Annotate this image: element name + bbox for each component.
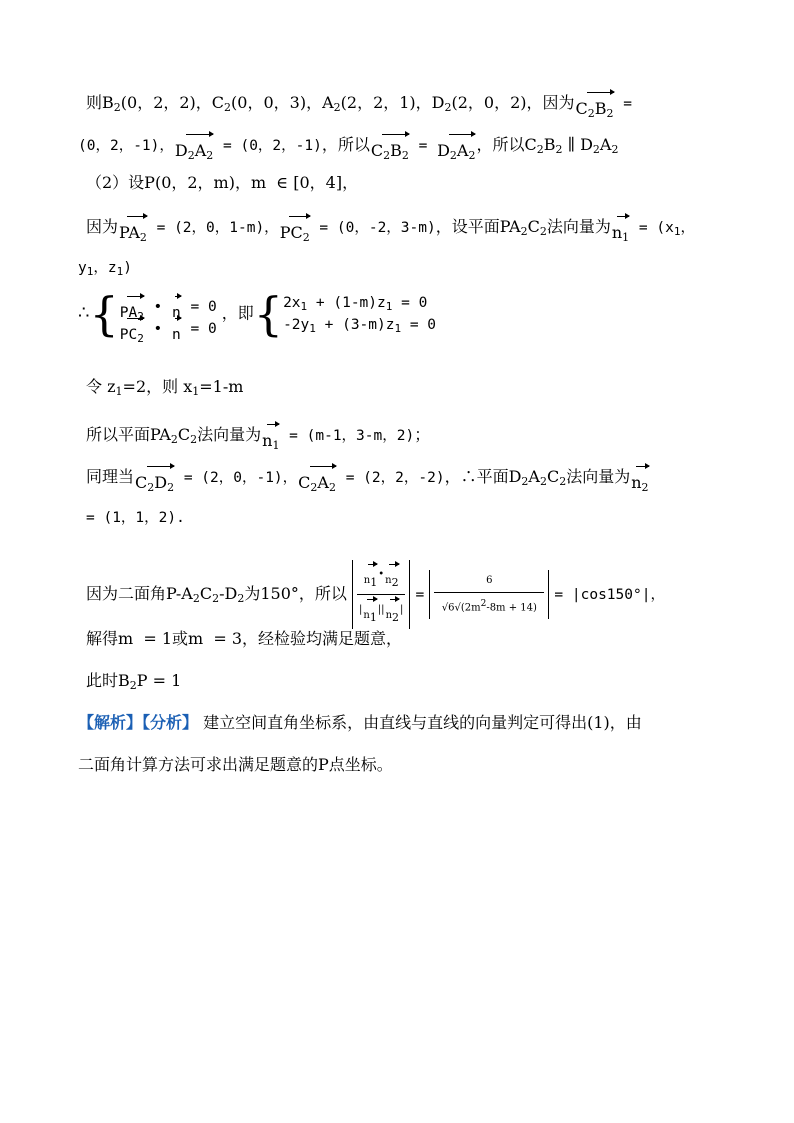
solution-line-5: $y_1$，$z_1$): [78, 260, 132, 278]
solution-line-4: 因为$PA_2 = (2$，0，1-m)，$PC_2 = (0$，-2，3-m)，设平面$PA_2C_2$法向量为$n_1 = (x_1$，: [86, 212, 695, 249]
analysis-tag: 【解析】【分析】: [78, 713, 199, 732]
ji-label: ，即: [221, 303, 254, 323]
analysis-line-1: [78, 712, 642, 734]
solution-line-7: 令 $z_1=2$，则 $x_1=1-m$: [86, 377, 244, 398]
solution-line-11: 因为二面角$P-A_2C_2-D_2$为150°，所以 $\frac{n_1•n_2}{|n_1||n_2|}$ = $\frac{6}{√6√(2m^2-8m + 14)}$ = |cos150°|，: [86, 560, 665, 629]
equation-system: ∴{ $PA_2$ • n = 0 $PC_2$ • n = 0 ，即{ $2x_1 + (1-m)z_1 = 0$ $-2y_1 + (3-m)z_1 = 0$: [78, 292, 436, 336]
solution-line-12: 解得m = 1或m = 3，经检验均满足题意，: [86, 629, 403, 648]
vector-c2b2: $C_2B_2$: [576, 88, 614, 125]
analysis-text-2: 二面角计算方法可求出满足题意的P点坐标。: [78, 755, 393, 774]
solution-line-1: 则$B_2(0$，2，2)，$C_2(0$，0，3)，$A_2(2$，2，1)，$D_2(2$，0，2)，因为$C_2B_2$ =: [86, 88, 632, 125]
therefore-symbol: ∴: [78, 302, 90, 324]
solution-line-2: (0，2，-1)，$D_2A_2 = (0$，2，-1)，所以$C_2B_2 = D_2A_2$，所以$C_2B_2$ ∥ $D_2A_2$: [78, 130, 618, 167]
solution-line-8: 所以平面$PA_2C_2$法向量为$n_1 = (m-1$，3-m，2)；: [86, 420, 430, 457]
solution-line-3: （2）设P(0，2，m)，m ∈ [0，4]，: [86, 173, 359, 192]
analysis-line-2: [78, 754, 393, 776]
abs-value-fraction: $\frac{6}{√6√(2m^2-8m + 14)}$: [429, 570, 549, 619]
points-text: 则$B_2(0$，2，2)，$C_2(0$，0，3)，$A_2(2$，2，1)，$D_2(2$，0，2)，因为: [86, 93, 575, 114]
analysis-text: 建立空间直角坐标系，由直线与直线的向量判定可得出(1)，由: [203, 713, 642, 732]
abs-cos-fraction: $\frac{n_1•n_2}{|n_1||n_2|}$: [352, 560, 410, 629]
vector-d2a2: $D_2A_2$: [175, 130, 213, 167]
solution-line-10: = (1，1，2).: [86, 510, 185, 526]
solution-line-9: 同理当$C_2D_2 = (2$，0，-1)，$C_2A_2 = (2$，2，-2)，∴平面$D_2A_2C_2$法向量为$n_2$: [86, 462, 650, 499]
solution-line-13: 此时$B_2P = 1$: [86, 671, 182, 692]
